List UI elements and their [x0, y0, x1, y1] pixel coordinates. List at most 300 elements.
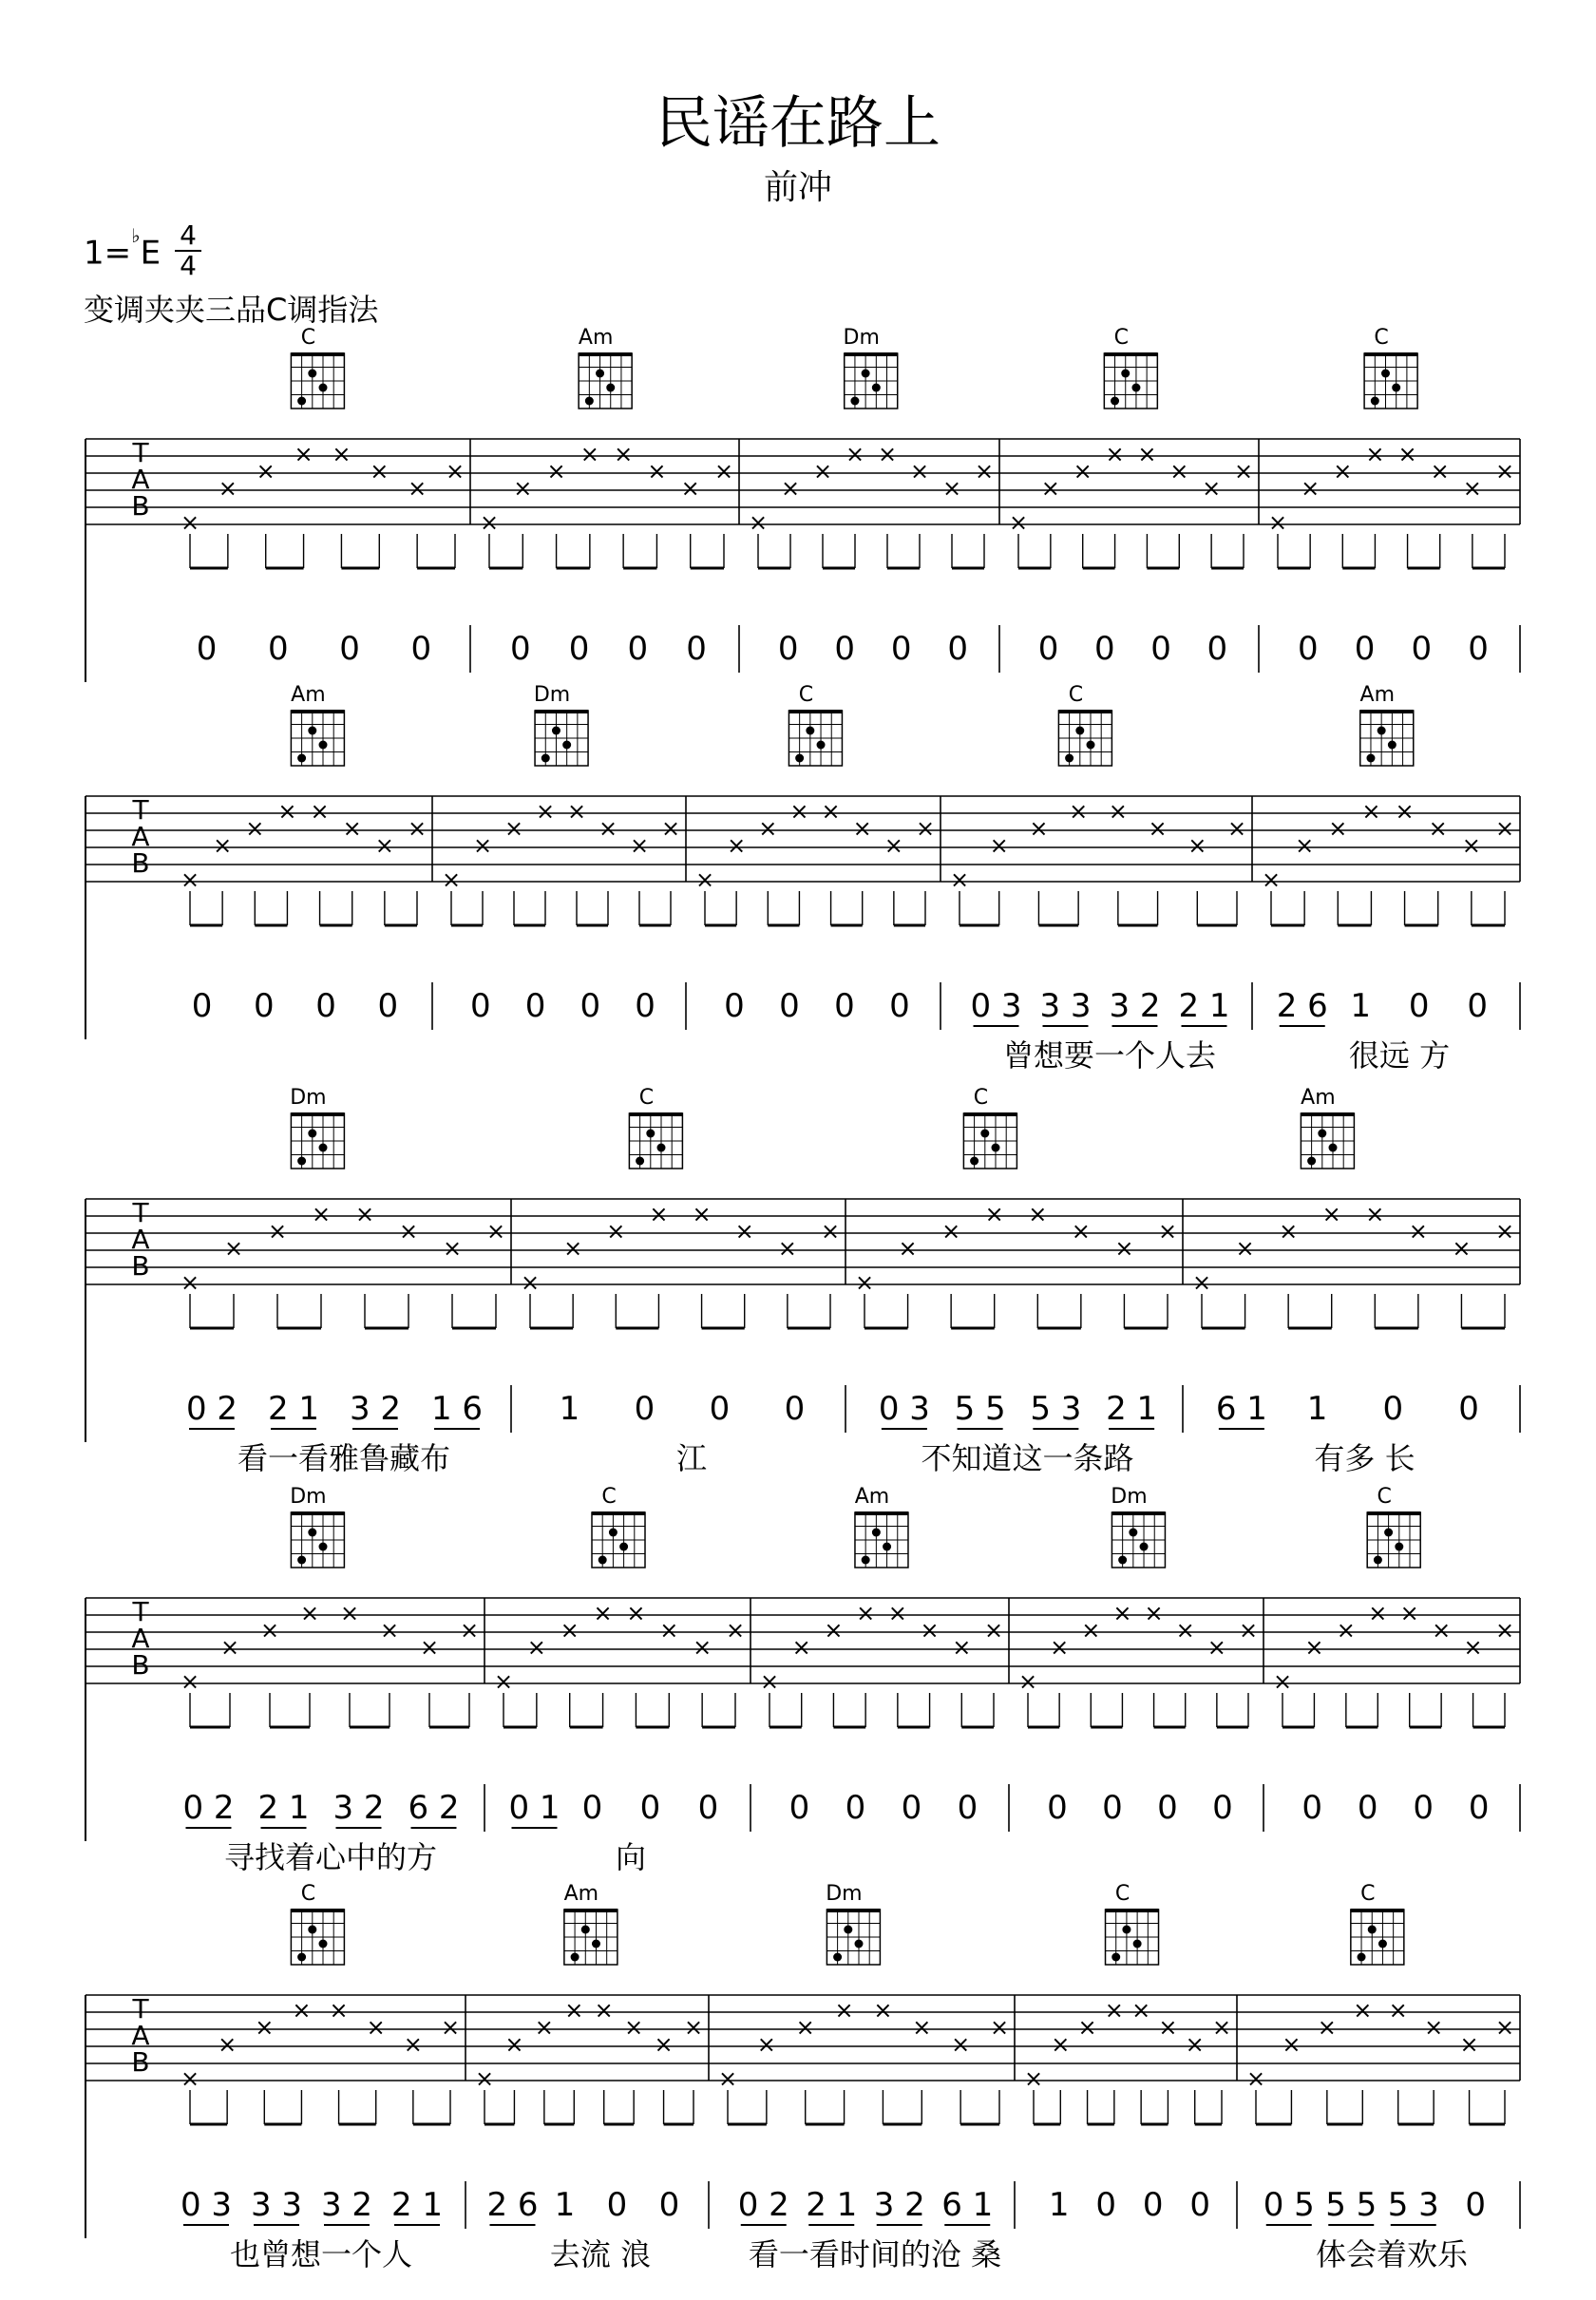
chord-dot	[598, 1556, 607, 1565]
tab-note-x: ×	[989, 832, 1009, 859]
tab-note-x: ×	[1267, 509, 1288, 536]
chord-name: Dm	[1111, 1485, 1148, 1509]
tab-note-x: ×	[821, 798, 841, 825]
tab-note-x: ×	[1365, 441, 1385, 467]
tab-note-x: ×	[398, 1218, 419, 1245]
notation-beat: 0	[410, 630, 432, 668]
lyric-line: 看一看时间的沧 桑	[748, 2236, 1002, 2272]
tab-note-x: ×	[1432, 1617, 1452, 1644]
chord-dot	[806, 727, 814, 735]
tab-note-x: ×	[952, 1634, 972, 1661]
tab-note-x: ×	[983, 1617, 1004, 1644]
lyric-line: 曾想要一个人去	[1002, 1037, 1217, 1074]
chord-dot	[1133, 1940, 1142, 1948]
chord-name: C	[1377, 1485, 1392, 1509]
tab-note-x: ×	[1112, 1600, 1132, 1626]
chord-dot	[1392, 384, 1400, 392]
tab-note-x: ×	[1105, 441, 1125, 467]
key-note: E	[140, 234, 162, 273]
notation-beat: 1	[1350, 987, 1372, 1025]
chord-dot	[1366, 754, 1375, 763]
notation-beat: 0	[1468, 1789, 1490, 1827]
tab-letter: A	[131, 2020, 150, 2051]
chord-dot	[1371, 397, 1379, 406]
tab-note-x: ×	[408, 475, 428, 502]
tab-note-x: ×	[442, 1235, 463, 1262]
notation-beat: 1 6	[430, 1390, 484, 1428]
tab-note-x: ×	[440, 2014, 461, 2041]
tab-note-x: ×	[629, 832, 650, 859]
tab-note-x: ×	[1494, 1218, 1515, 1245]
notation-beat: 0	[581, 1789, 603, 1827]
tab-note-x: ×	[407, 815, 428, 842]
chord-dot	[1140, 1543, 1149, 1551]
tab-note-x: ×	[759, 1668, 780, 1695]
notation-beat: 3 3	[1039, 987, 1092, 1025]
tab-note-x: ×	[791, 1634, 811, 1661]
tab-note-x: ×	[180, 1269, 200, 1296]
notation-beat: 0	[470, 987, 491, 1025]
notation-beat: 0	[568, 630, 590, 668]
chord-dot	[592, 1940, 600, 1948]
tab-note-x: ×	[647, 458, 667, 485]
tab-note-x: ×	[873, 1997, 893, 2024]
tab-note-x: ×	[479, 509, 500, 536]
chord-dot	[308, 370, 316, 378]
notation-beat: 0	[606, 2186, 628, 2224]
tab-note-x: ×	[1233, 458, 1254, 485]
tab-letter: T	[132, 1993, 149, 2024]
notation-beat: 0	[1411, 630, 1433, 668]
notation-beat: 0	[779, 987, 800, 1025]
chord-name: C	[300, 1882, 316, 1906]
tab-note-x: ×	[780, 475, 801, 502]
tab-note-x: ×	[1368, 1600, 1388, 1626]
notation-beat: 3 2	[332, 1789, 385, 1827]
tab-note-x: ×	[1029, 815, 1049, 842]
tab-note-x: ×	[659, 1617, 679, 1644]
chord-name: Am	[1301, 1086, 1336, 1110]
tab-note-x: ×	[256, 458, 276, 485]
notation-beat: 5 3	[1030, 1390, 1082, 1428]
chord-dot	[606, 384, 615, 392]
notation-beat: 1	[559, 1390, 580, 1428]
lyric-line: 有多 长	[1314, 1440, 1416, 1476]
tab-letter: B	[131, 1649, 150, 1681]
tab-note-x: ×	[984, 1201, 1004, 1227]
chord-dot	[1075, 727, 1084, 735]
notation-beat: 0	[947, 630, 969, 668]
notation-beat: 3 2	[873, 2186, 925, 2224]
chord-dot	[1381, 370, 1390, 378]
tab-note-x: ×	[180, 866, 200, 893]
chord-dot	[1065, 754, 1074, 763]
notation-beat: 6 1	[941, 2186, 994, 2224]
tab-note-x: ×	[342, 815, 362, 842]
notation-beat: 0 2	[182, 1789, 235, 1827]
notation-beat: 0	[634, 1390, 656, 1428]
notation-beat: 2 1	[267, 1390, 320, 1428]
tab-note-x: ×	[563, 1235, 583, 1262]
tab-note-x: ×	[1158, 2014, 1178, 2041]
tab-row-5	[86, 1882, 1520, 2272]
notation-beat: 0	[377, 987, 399, 1025]
notation-beat: 0 3	[970, 987, 1022, 1025]
tab-note-x: ×	[1188, 832, 1207, 859]
chord-dot	[1395, 1543, 1403, 1551]
tab-note-x: ×	[1388, 1997, 1408, 2024]
notation-beat: 0	[834, 987, 855, 1025]
notation-beat: 0	[1102, 1789, 1123, 1827]
tab-letter: T	[132, 1197, 149, 1228]
tab-row-2	[86, 683, 1520, 1074]
tab-note-x: ×	[1073, 458, 1092, 485]
tab-note-x: ×	[1321, 1201, 1341, 1227]
notation-beat: 0	[788, 1789, 810, 1827]
chord-dot	[297, 754, 306, 763]
tab-note-x: ×	[277, 798, 297, 825]
chord-dot	[1329, 1144, 1338, 1152]
notation-beat: 0	[1206, 630, 1228, 668]
tab-note-x: ×	[1461, 832, 1481, 859]
tab-note-x: ×	[877, 441, 898, 467]
tab-note-x: ×	[654, 2031, 674, 2058]
chord-name: C	[300, 326, 316, 350]
tab-note-x: ×	[1050, 1634, 1070, 1661]
tab-row-4	[86, 1485, 1520, 1875]
chord-name: C	[1360, 1882, 1376, 1906]
tab-note-x: ×	[912, 2014, 932, 2041]
chord-dot	[619, 1543, 628, 1551]
chord-name: C	[973, 1086, 989, 1110]
notation-beat: 3 2	[320, 2186, 373, 2224]
notation-beat: 0	[658, 2186, 680, 2224]
tab-letter: A	[131, 1623, 150, 1654]
notation-beat: 5 5	[954, 1390, 1006, 1428]
chord-name: Am	[578, 326, 614, 350]
notation-beat: 0	[901, 1789, 922, 1827]
tab-letter: A	[131, 821, 150, 852]
chord-dot	[1112, 1953, 1120, 1962]
tab-note-x: ×	[898, 1235, 918, 1262]
tab-note-x: ×	[758, 815, 778, 842]
lyric-line: 看一看雅鲁藏布	[237, 1440, 451, 1476]
tab-note-x: ×	[1494, 1617, 1515, 1644]
tab-note-x: ×	[683, 2014, 704, 2041]
chord-dot	[1129, 1529, 1137, 1537]
notation-beat: 0	[1357, 1789, 1378, 1827]
tab-note-x: ×	[493, 1668, 514, 1695]
tab-note-x: ×	[624, 2014, 644, 2041]
tab-note-x: ×	[474, 2065, 495, 2092]
tab-note-x: ×	[626, 1600, 646, 1626]
tab-note-x: ×	[366, 2014, 386, 2041]
notation-beat: 0	[1458, 1390, 1479, 1428]
chord-dot	[862, 370, 870, 378]
chord-dot	[1121, 370, 1130, 378]
chord-dot	[883, 1543, 891, 1551]
tab-note-x: ×	[218, 475, 238, 502]
notation-beat: 2 1	[1178, 987, 1230, 1025]
lyric-line: 很远 方	[1348, 1037, 1451, 1074]
chord-name: Dm	[843, 326, 880, 350]
tab-note-x: ×	[941, 1218, 961, 1245]
tab-note-x: ×	[1071, 1218, 1091, 1245]
tab-note-x: ×	[1304, 1634, 1324, 1661]
tab-note-x: ×	[734, 1218, 754, 1245]
tab-note-x: ×	[606, 1218, 626, 1245]
tab-note-x: ×	[1185, 2031, 1205, 2058]
tab-note-x: ×	[920, 1617, 940, 1644]
tab-note-x: ×	[795, 2014, 815, 2041]
tab-note-x: ×	[180, 509, 200, 536]
tab-note-x: ×	[329, 1997, 349, 2024]
tab-note-x: ×	[339, 1600, 360, 1626]
tab-note-x: ×	[1081, 1617, 1101, 1644]
tab-note-x: ×	[472, 832, 493, 859]
tab-note-x: ×	[292, 1997, 312, 2024]
tab-letter: B	[131, 2046, 150, 2078]
chord-name: Dm	[533, 683, 571, 707]
tab-note-x: ×	[713, 458, 734, 485]
chord-dot	[817, 741, 826, 750]
notation-beat: 0	[1298, 630, 1319, 668]
chord-dot	[1374, 1556, 1382, 1565]
tab-note-x: ×	[403, 2031, 423, 2058]
tab-note-x: ×	[419, 1634, 440, 1661]
tab-note-x: ×	[1008, 509, 1029, 536]
tab-note-x: ×	[1104, 1997, 1124, 2024]
tab-letter: B	[131, 1250, 150, 1282]
tab-note-x: ×	[1301, 475, 1320, 502]
tab-note-x: ×	[1353, 1997, 1373, 2024]
tab-note-x: ×	[1494, 2014, 1515, 2041]
notation-beat: 5 3	[1387, 2186, 1439, 2224]
tab-row-3	[86, 1086, 1520, 1476]
chord-dot	[844, 1926, 852, 1934]
tab-note-x: ×	[504, 815, 524, 842]
notation-beat: 0	[254, 987, 275, 1025]
chord-name: Dm	[826, 1882, 863, 1906]
tab-note-x: ×	[614, 441, 634, 467]
tab-note-x: ×	[725, 1617, 746, 1644]
tab-note-x: ×	[1175, 1617, 1195, 1644]
tab-note-x: ×	[1144, 1600, 1164, 1626]
tab-note-x: ×	[1397, 441, 1417, 467]
tab-note-x: ×	[1131, 1997, 1151, 2024]
notation-beat: 2 6	[486, 2186, 539, 2224]
tab-note-x: ×	[1462, 475, 1482, 502]
tab-note-x: ×	[1494, 458, 1515, 485]
chord-dot	[1318, 1130, 1326, 1138]
chord-dot	[1111, 397, 1119, 406]
chord-dot	[609, 1529, 618, 1537]
tab-note-x: ×	[1295, 832, 1315, 859]
tab-note-x: ×	[534, 2014, 554, 2041]
tab-note-x: ×	[1430, 458, 1450, 485]
chord-dot	[596, 370, 604, 378]
tab-note-x: ×	[546, 458, 566, 485]
notation-beat: 6 2	[408, 1789, 460, 1827]
tab-note-x: ×	[649, 1201, 669, 1227]
notation-beat: 0	[777, 630, 799, 668]
tab-note-x: ×	[887, 1600, 907, 1626]
tab-note-x: ×	[1051, 2031, 1071, 2058]
chord-dot	[855, 1940, 864, 1948]
notation-beat: 0	[524, 987, 546, 1025]
chord-dot	[542, 754, 550, 763]
notation-beat: 0	[1382, 1390, 1404, 1428]
chord-name: C	[1068, 683, 1084, 707]
flat-icon: ♭	[131, 224, 141, 247]
chord-dot	[1378, 727, 1386, 735]
tab-note-x: ×	[1148, 815, 1168, 842]
tab-note-x: ×	[693, 1634, 712, 1661]
tab-note-x: ×	[564, 1997, 584, 2024]
tab-note-x: ×	[1317, 2014, 1337, 2041]
notation-beat: 3 3	[250, 2186, 303, 2224]
notation-beat: 0	[268, 630, 289, 668]
tab-note-x: ×	[180, 1668, 200, 1695]
notation-beat: 0	[1212, 1789, 1233, 1827]
time-bottom: 4	[180, 250, 197, 281]
notation-beat: 0	[191, 987, 213, 1025]
tab-note-x: ×	[748, 509, 769, 536]
chord-dot	[1368, 1926, 1377, 1934]
tab-note-x: ×	[1069, 798, 1089, 825]
tab-note-x: ×	[974, 458, 995, 485]
tab-note-x: ×	[379, 1617, 400, 1644]
chord-dot	[833, 1953, 842, 1962]
tab-note-x: ×	[1399, 1600, 1419, 1626]
tab-letter: B	[131, 490, 150, 522]
song-artist: 前冲	[763, 168, 832, 207]
tab-note-x: ×	[459, 1617, 480, 1644]
chord-dot	[1307, 1157, 1316, 1166]
notation-beat: 3 2	[1109, 987, 1161, 1025]
lyric-line: 江	[675, 1440, 708, 1476]
tab-note-x: ×	[311, 1201, 332, 1227]
tab-note-x: ×	[1463, 1634, 1483, 1661]
tab-note-x: ×	[593, 1600, 613, 1626]
notation-beat: 2 1	[390, 2186, 444, 2224]
notation-beat: 0 2	[737, 2186, 789, 2224]
chord-name: Am	[291, 683, 326, 707]
chord-dot	[795, 754, 804, 763]
tab-note-x: ×	[884, 832, 903, 859]
tab-note-x: ×	[526, 1634, 546, 1661]
tab-note-x: ×	[812, 458, 833, 485]
notation-beat: 0 5	[1263, 2186, 1315, 2224]
tab-letter: A	[131, 1224, 150, 1255]
tab-note-x: ×	[513, 475, 533, 502]
notation-beat: 0	[1095, 2186, 1117, 2224]
key-label: 1=	[84, 234, 132, 273]
chord-dot	[319, 1144, 328, 1152]
tab-note-x: ×	[694, 866, 715, 893]
tab-note-x: ×	[267, 1218, 288, 1245]
chord-dot	[585, 397, 594, 406]
tab-note-x: ×	[717, 2065, 738, 2092]
tab-note-x: ×	[245, 815, 265, 842]
tab-note-x: ×	[299, 1600, 320, 1626]
notation-beat: 0	[1302, 1789, 1323, 1827]
chord-name: C	[1113, 326, 1130, 350]
notation-beat: 0	[1467, 987, 1489, 1025]
tab-note-x: ×	[1279, 1218, 1299, 1245]
tab-note-x: ×	[1040, 475, 1060, 502]
chord-dot	[319, 384, 328, 392]
time-top: 4	[180, 219, 197, 251]
chord-dot	[571, 1953, 580, 1962]
notation-beat: 0	[1354, 630, 1376, 668]
tab-note-x: ×	[370, 458, 390, 485]
tab-note-x: ×	[680, 475, 700, 502]
tab-note-x: ×	[255, 2014, 275, 2041]
tab-note-x: ×	[598, 815, 618, 842]
tab-note-x: ×	[1017, 1668, 1038, 1695]
notation-beat: 0 1	[508, 1789, 560, 1827]
notation-beat: 2 1	[806, 2186, 858, 2224]
chord-dot	[1087, 741, 1095, 750]
chord-name: Am	[1359, 683, 1396, 707]
tab-note-x: ×	[852, 815, 872, 842]
chord-name: C	[638, 1086, 655, 1110]
tab-note-x: ×	[1452, 1235, 1472, 1262]
tab-note-x: ×	[941, 475, 962, 502]
chord-dot	[552, 727, 560, 735]
song-title: 民谣在路上	[656, 90, 940, 157]
tab-note-x: ×	[594, 1997, 614, 2024]
notation-beat: 0	[1094, 630, 1115, 668]
tab-note-x: ×	[1424, 2014, 1444, 2041]
lyric-line: 也曾想一个人	[229, 2236, 413, 2272]
chord-dot	[1358, 1953, 1366, 1962]
notation-beat: 1	[1306, 1390, 1328, 1428]
tab-note-x: ×	[1028, 1201, 1048, 1227]
tab-note-x: ×	[949, 866, 970, 893]
tab-note-x: ×	[1114, 1235, 1134, 1262]
tab-letter: T	[132, 1596, 149, 1627]
notation-beat: 0	[784, 1390, 806, 1428]
chord-dot	[1378, 1940, 1387, 1948]
tab-note-x: ×	[854, 1269, 875, 1296]
tab-note-x: ×	[915, 815, 936, 842]
tab-note-x: ×	[1261, 866, 1282, 893]
tab-note-x: ×	[727, 832, 747, 859]
tab-note-x: ×	[1282, 2031, 1302, 2058]
notation-beat: 0	[1142, 2186, 1164, 2224]
notation-beat: 0	[339, 630, 360, 668]
tab-note-x: ×	[1191, 1269, 1212, 1296]
notation-beat: 0	[834, 630, 856, 668]
notation-beat: 0	[845, 1789, 866, 1827]
chord-dot	[872, 1529, 881, 1537]
chord-dot	[1384, 1529, 1393, 1537]
tab-note-x: ×	[535, 798, 556, 825]
notation-beat: 1	[554, 2186, 576, 2224]
tab-note-x: ×	[218, 2031, 238, 2058]
tab-note-x: ×	[520, 1269, 541, 1296]
notation-beat: 0	[1408, 987, 1430, 1025]
notation-beat: 0	[315, 987, 336, 1025]
tab-note-x: ×	[1202, 475, 1222, 502]
notation-beat: 0	[1465, 2186, 1487, 2224]
tab-note-x: ×	[1365, 1201, 1385, 1227]
tab-note-x: ×	[441, 866, 462, 893]
notation-beat: 0	[1037, 630, 1059, 668]
notation-beat: 0	[1413, 1789, 1434, 1827]
